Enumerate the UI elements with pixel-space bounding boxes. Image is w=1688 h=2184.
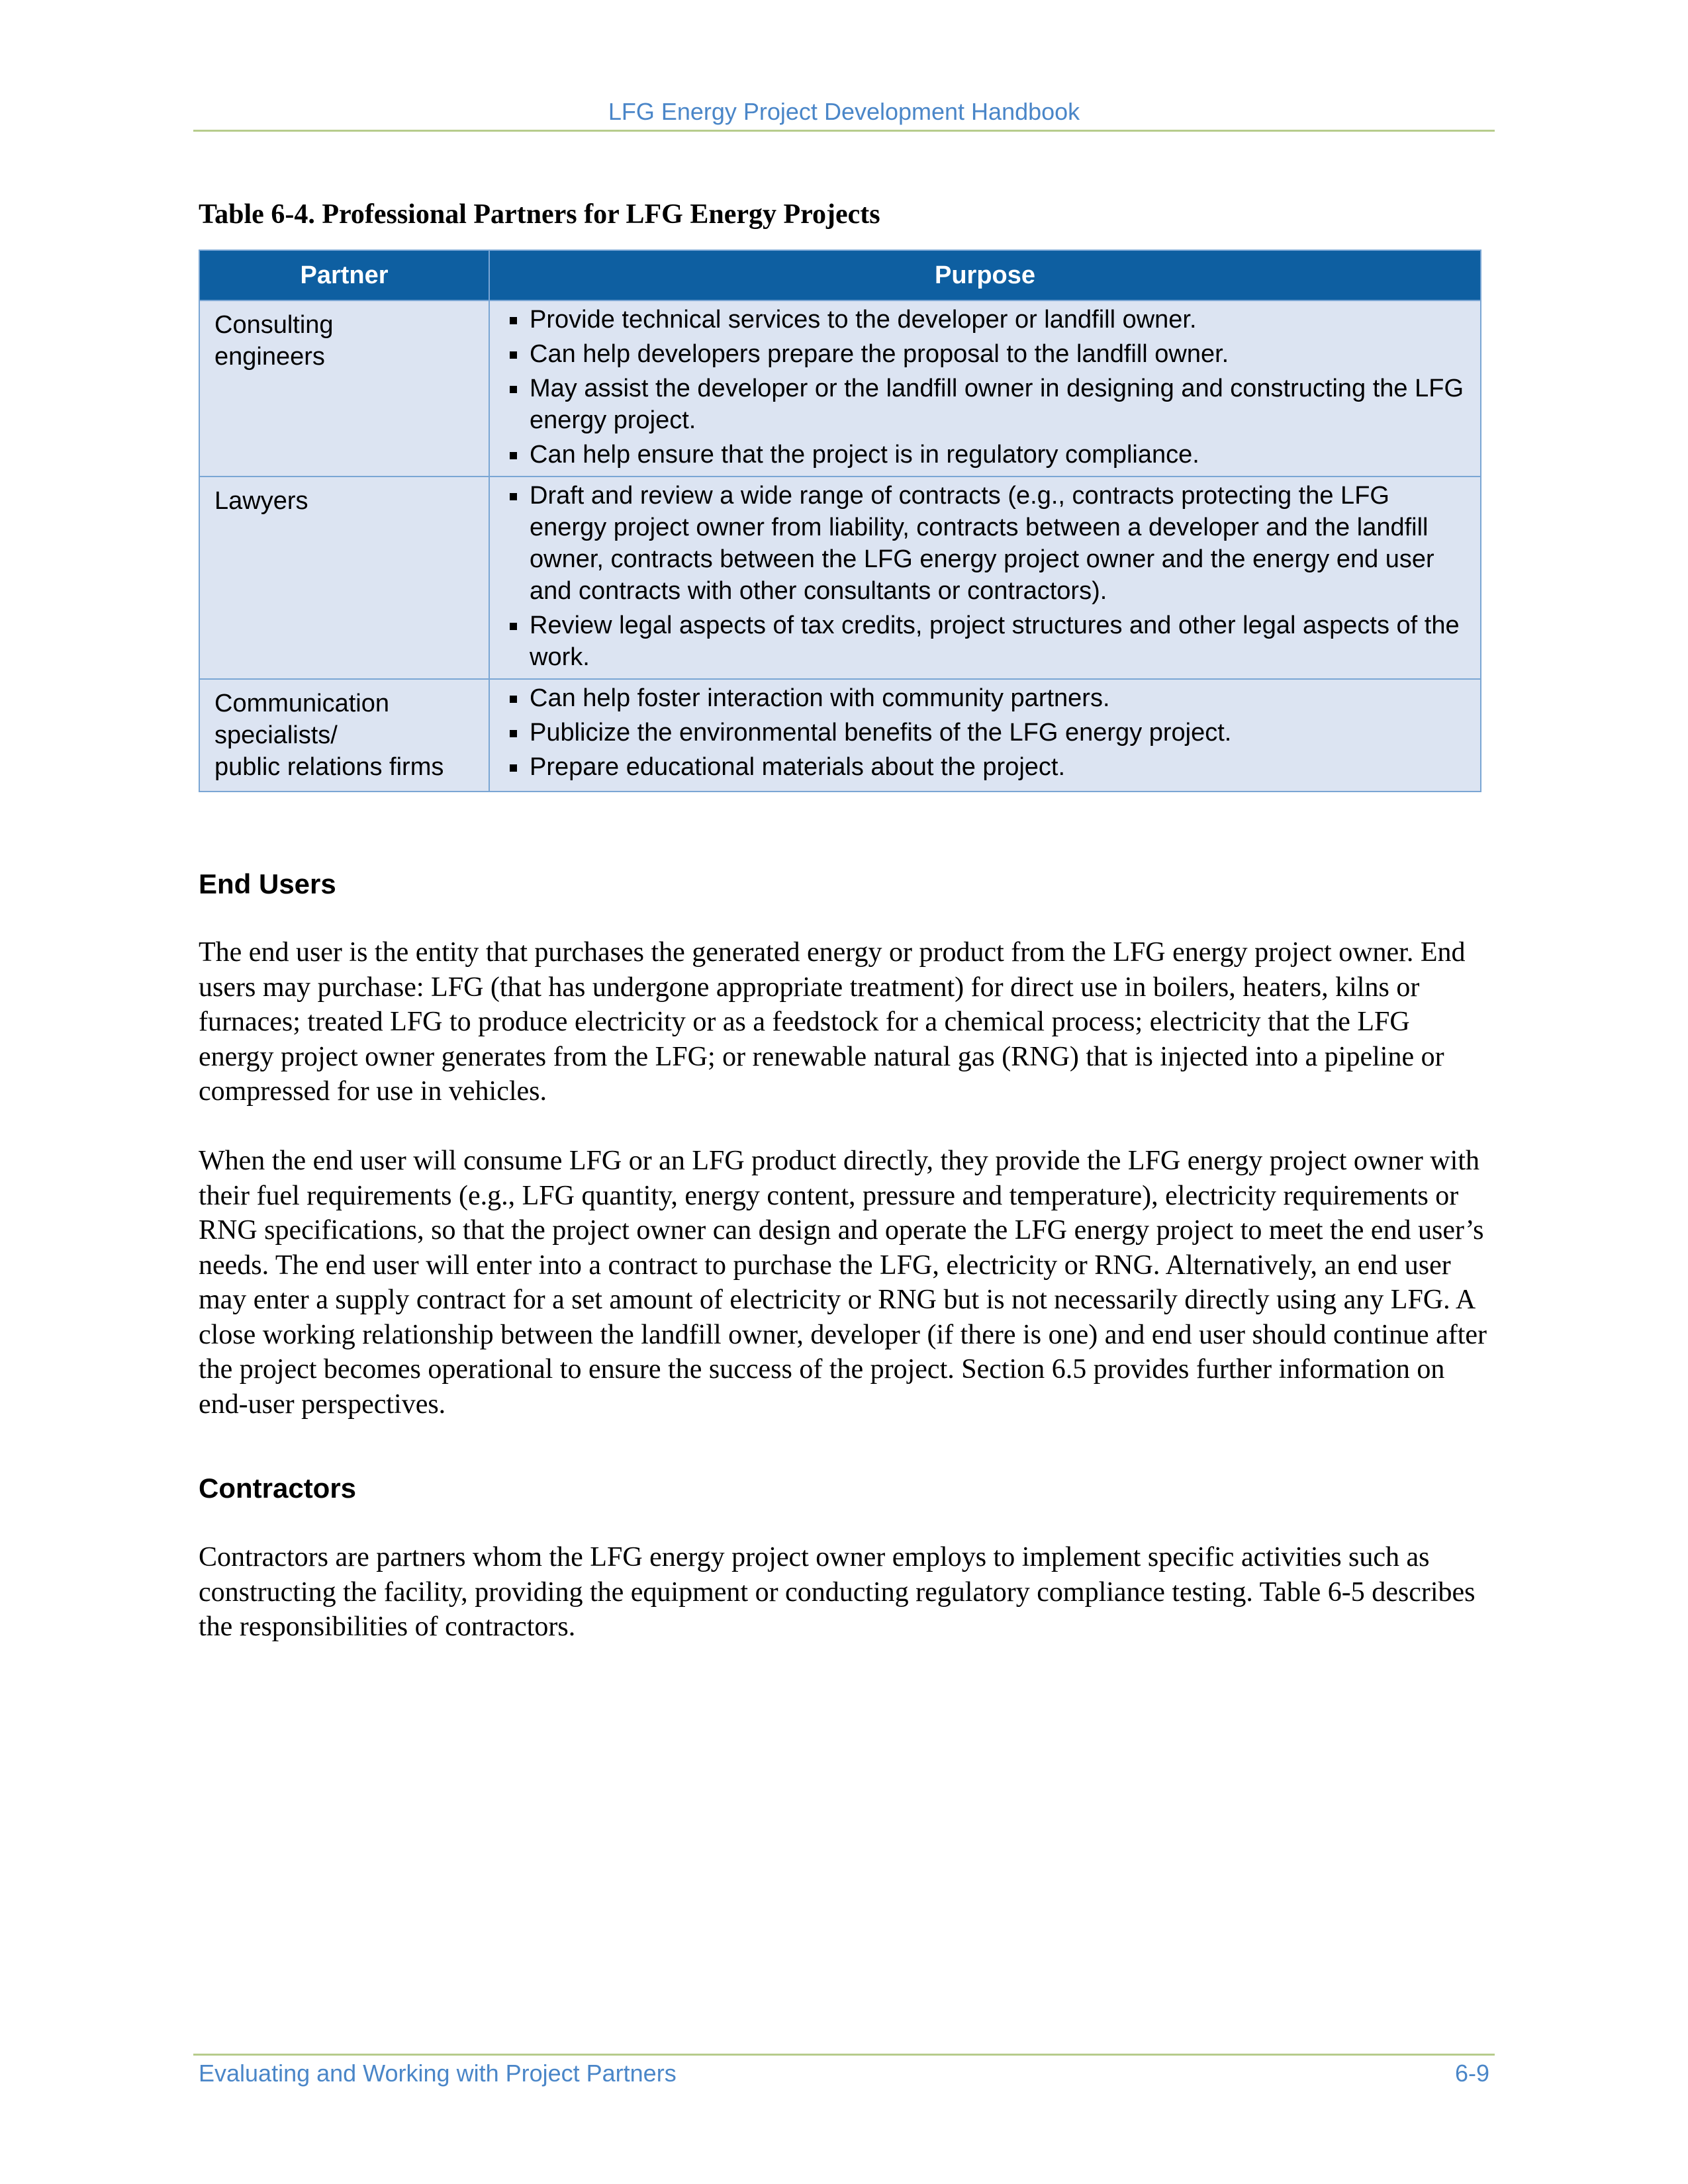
table-row: [199, 679, 1481, 792]
running-header: LFG Energy Project Development Handbook: [608, 98, 1080, 125]
paragraph: Contractors are partners whom the LFG energy project owner employs to implement specific activities such as constructing the facility, providing the equipment or conducting regulatory compliance testing. Table 6-5 describes the responsibilities of contractors.: [199, 1542, 1476, 1642]
purpose-item: Prepare educational materials about the project.: [507, 751, 1467, 783]
page-number: 6-9: [1454, 2060, 1489, 2087]
purpose-item: Review legal aspects of tax credits, project structures and other legal aspects of the work.: [507, 610, 1467, 673]
table-row: [199, 300, 1481, 477]
header-divider: [193, 130, 1495, 132]
column-header-partner: Partner: [199, 250, 489, 300]
partner-cell: [199, 300, 489, 477]
purpose-item: Draft and review a wide range of contracts (e.g., contracts protecting the LFG energy project owner from liability, contracts between a developer and the landfill owner, contracts between the LFG energy project owner and the energy end user and contracts with other consultants or contractors).: [507, 480, 1467, 607]
purpose-item: Can help foster interaction with community partners.: [507, 682, 1467, 714]
partner-cell: [199, 477, 489, 679]
purpose-list: [507, 304, 1467, 471]
table-caption: Table 6-4. Professional Partners for LFG Energy Projects: [199, 199, 880, 230]
purpose-list: [507, 480, 1467, 673]
paragraph: The end user is the entity that purchases the generated energy or product from the LFG energy project owner. End users may purchase: LFG (that has undergone appropriate treatment) for direct use in boilers, heaters, kilns or furnaces; treated LFG to produce electricity or as a feedstock for a chemical process; electricity that the LFG energy project owner generates from the LFG; or renewable natural gas (RNG) that is injected into a pipeline or compressed for use in vehicles.: [199, 937, 1466, 1107]
footer-section-title: Evaluating and Working with Project Partners: [199, 2060, 677, 2087]
partner-name-line: specialists/: [214, 721, 338, 749]
partners-table: [199, 250, 1481, 792]
purpose-cell: [489, 477, 1481, 679]
footer-divider: [193, 2054, 1495, 2056]
partner-name-line: engineers: [214, 343, 325, 371]
partner-name-line: Lawyers: [214, 487, 308, 515]
section-heading-end-users: End Users: [199, 868, 336, 899]
partner-name-line: Consulting: [214, 311, 334, 339]
table-header-row: [199, 250, 1481, 300]
purpose-item: Can help developers prepare the proposal to the landfill owner.: [507, 338, 1467, 370]
purpose-item: Provide technical services to the developer or landfill owner.: [507, 304, 1467, 336]
purpose-item: May assist the developer or the landfill owner in designing and constructing the LFG energy project.: [507, 373, 1467, 436]
column-header-purpose: Purpose: [489, 250, 1481, 300]
partner-cell: [199, 679, 489, 792]
purpose-cell: [489, 300, 1481, 477]
table-row: [199, 477, 1481, 679]
purpose-list: [507, 682, 1467, 783]
section-heading-contractors: Contractors: [199, 1473, 357, 1504]
purpose-item: Can help ensure that the project is in regulatory compliance.: [507, 439, 1467, 471]
purpose-item: Publicize the environmental benefits of the LFG energy project.: [507, 717, 1467, 749]
purpose-cell: [489, 679, 1481, 792]
paragraph: When the end user will consume LFG or an LFG product directly, they provide the LFG energy project owner with their fuel requirements (e.g., LFG quantity, energy content, pressure and temperature), electricity requirements or RNG specifications, so that the project owner can design and operate the LFG energy project to meet the end user’s needs. The end user will enter into a contract to purchase the LFG, electricity or RNG. Alternatively, an end user may enter a supply contract for a set amount of electricity or RNG but is not necessarily directly using any LFG. A close working relationship between the landfill owner, developer (if there is one) and end user should continue after the project becomes operational to ensure the success of the project. Section 6.5 provides further information on end-user perspectives.: [199, 1146, 1487, 1420]
partner-name-line: public relations firms: [214, 753, 444, 781]
partner-name-line: Communication: [214, 690, 389, 717]
